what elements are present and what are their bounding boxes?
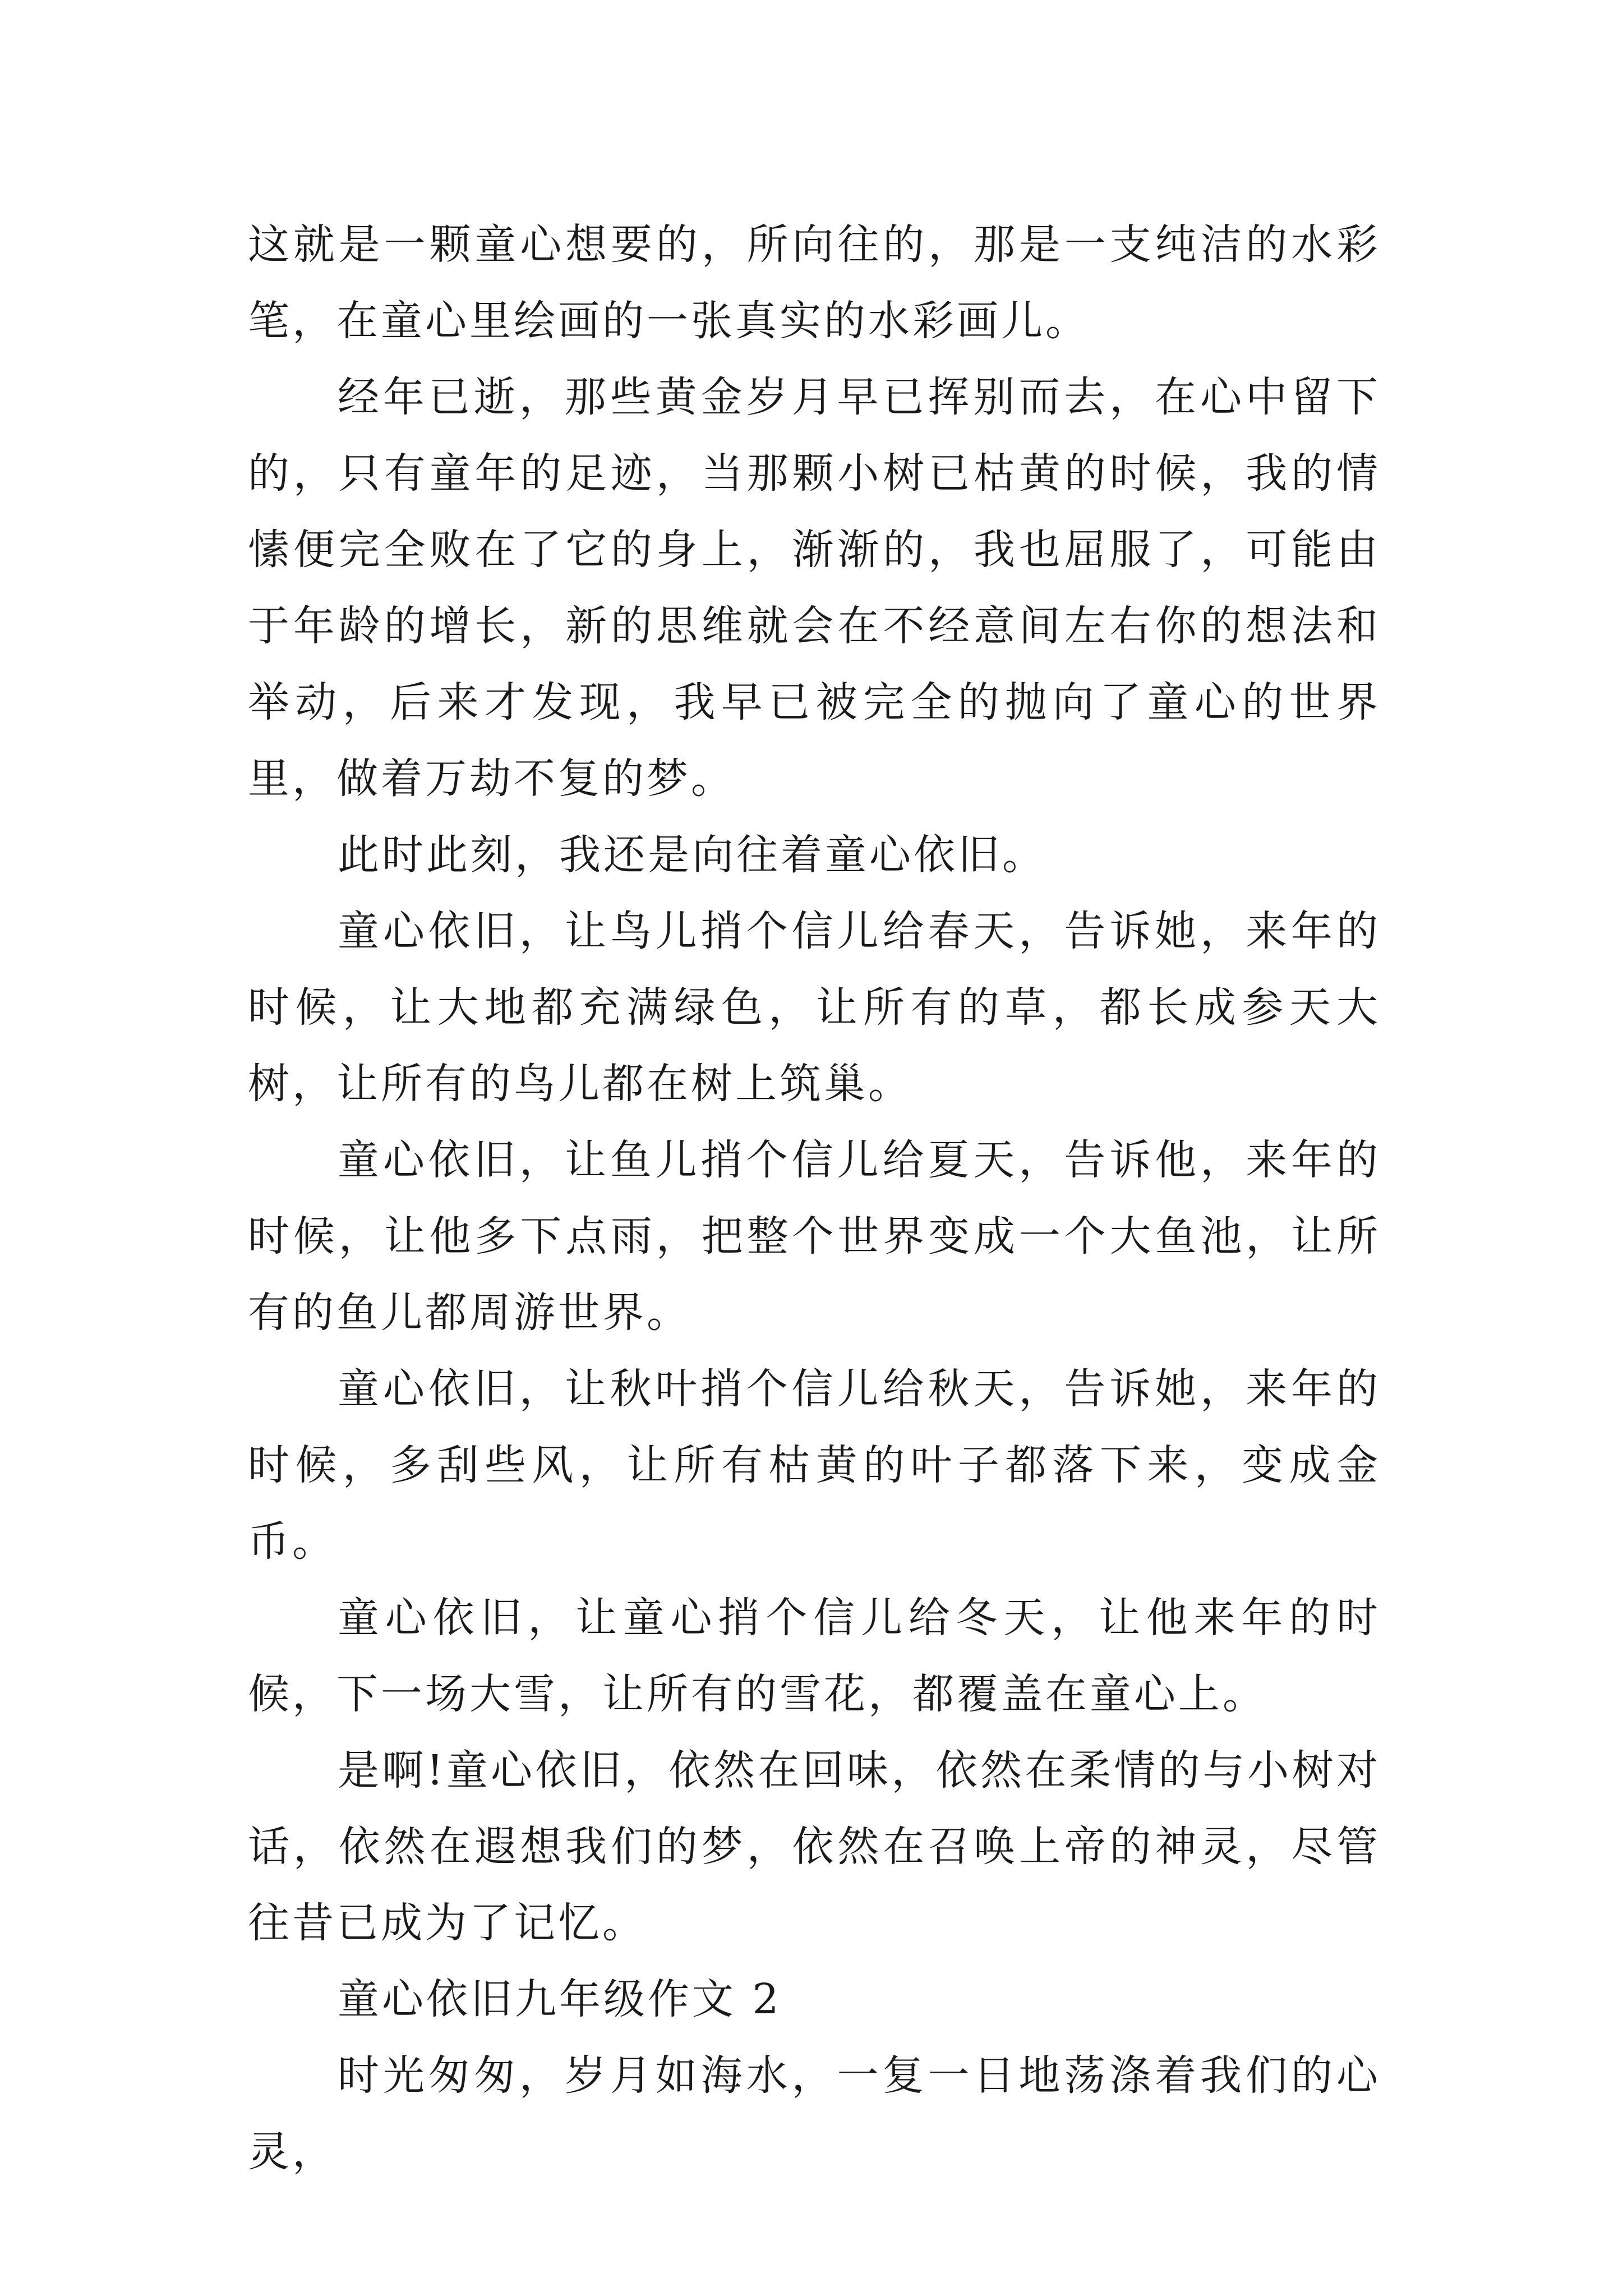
paragraph-6: 童心依旧，让秋叶捎个信儿给秋天，告诉她，来年的时候，多刮些风，让所有枯黄的叶子都落下来，变成金币。 — [248, 1365, 1381, 1566]
paragraph-3: 此时此刻，我还是向往着童心依旧。 — [338, 831, 1046, 879]
paragraph-1: 这就是一颗童心想要的，所向往的，那是一支纯洁的水彩笔，在童心里绘画的一张真实的水彩画儿。 — [248, 220, 1381, 345]
paragraph-9: 时光匆匆，岁月如海水，一复一日地荡涤着我们的心灵， — [248, 2051, 1381, 2176]
paragraph-5: 童心依旧，让鱼儿捎个信儿给夏天，告诉他，来年的时候，让他多下点雨，把整个世界变成一个大鱼池，让所有的鱼儿都周游世界。 — [248, 1136, 1381, 1337]
document-body — [248, 206, 1381, 2190]
paragraph-7: 童心依旧，让童心捎个信儿给冬天，让他来年的时候，下一场大雪，让所有的雪花，都覆盖在童心上。 — [248, 1594, 1381, 1718]
paragraph-8: 是啊!童心依旧，依然在回味，依然在柔情的与小树对话，依然在遐想我们的梦，依然在召唤上帝的神灵，尽管往昔已成为了记忆。 — [248, 1746, 1381, 1947]
paragraph-2: 经年已逝，那些黄金岁月早已挥别而去，在心中留下的，只有童年的足迹，当那颗小树已枯黄的时候，我的情愫便完全败在了它的身上，渐渐的，我也屈服了，可能由于年龄的增长，新的思维就会在不经意间左右你的想法和举动，后来才发现，我早已被完全的抛向了童心的世界里，做着万劫不复的梦。 — [248, 373, 1381, 803]
section-heading: 童心依旧九年级作文 2 — [338, 1975, 782, 2023]
paragraph-4: 童心依旧，让鸟儿捎个信儿给春天，告诉她，来年的时候，让大地都充满绿色，让所有的草，都长成参天大树，让所有的鸟儿都在树上筑巢。 — [248, 907, 1381, 1108]
